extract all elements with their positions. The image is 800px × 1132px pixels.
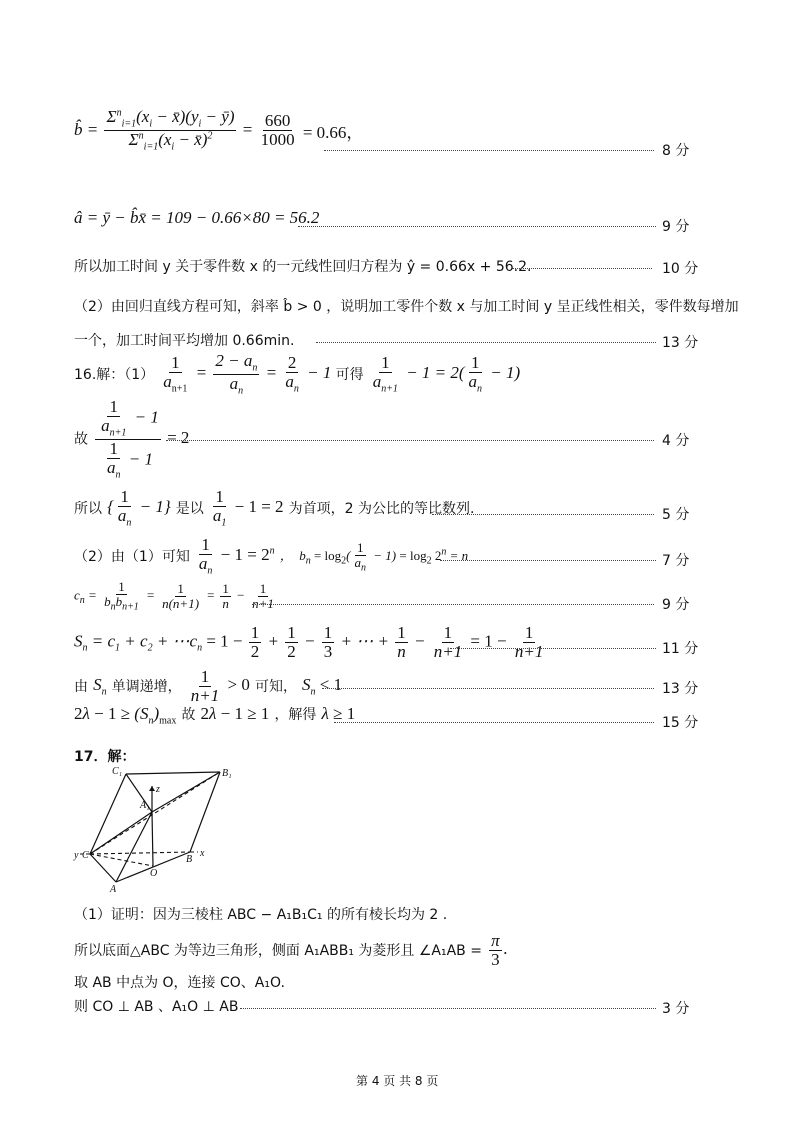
score-13b: 13 分 xyxy=(662,681,699,697)
score-11: 11 分 xyxy=(662,641,699,657)
label-c: C xyxy=(82,850,89,861)
label-a: A xyxy=(110,884,117,895)
label-y: y xyxy=(74,850,79,861)
q17-proof-line3: 取 AB 中点为 O，连接 CO、A₁O. xyxy=(74,975,285,991)
score-13a: 13 分 xyxy=(662,335,699,351)
label-c1: C₁ xyxy=(112,766,123,777)
label-o: O xyxy=(150,868,158,879)
z-arrow-icon xyxy=(149,786,155,791)
b-hat-value: = 0.66， xyxy=(302,122,364,142)
q17-proof-line4: 则 CO ⊥ AB 、A₁O ⊥ AB xyxy=(74,999,239,1015)
label-b: B xyxy=(186,854,193,865)
label-b1: B₁ xyxy=(222,768,232,779)
q16-part2-bn: （2）由（1）可知 $\frac{1}{a_n}$ − $1 = 2^n$ ， $b_n = \log_2$( $\frac{1}{a_n}$ − $1) = \log_2 2^n = n$ xyxy=(74,535,469,577)
edge-b1-b xyxy=(190,772,220,852)
regression-conclusion: 所以加工时间 y 关于零件数 x 的一元线性回归方程为 ŷ = 0.66x + 56.2. xyxy=(74,259,532,275)
edge-a1-o xyxy=(152,812,153,866)
q16-monotonic: 由 $S_n$ 单调递增， $\frac{1}{n+1}$ > 0 可知， $S_n < 1$ xyxy=(74,667,343,705)
edge-a1-a xyxy=(116,812,152,882)
q16-sn: $S_n = c_1 + c_2$ + $\cdots c_n = 1$ − $\frac{1}{2}$ + $\frac{1}{2}$ − $\frac{1}{3}$ + ⋯ + $\frac{1}{n}$ − $\frac{1}{n+1}$ = 1 − $\frac{1}{n+1}$ xyxy=(74,623,544,661)
prism-figure xyxy=(70,762,232,895)
edge-c-b1-hidden xyxy=(90,772,220,854)
edge-c-b-hidden xyxy=(90,852,190,854)
q2-analysis-line1: （2）由回归直线方程可知，斜率 b̂ > 0 ，说明加工零件个数 x 与加工时间 y 呈正线性相关，零件数每增加 xyxy=(74,299,739,315)
b-hat-formula: b̂ = $\frac{\Sigma^n_{i=1}(x_i - x̄)(y_i - ȳ)}{\Sigma^n_{i=1}(x_i - x̄)^2}$ = $\frac{660}{1000}$ = 0.66， xyxy=(74,107,364,153)
q17-proof-line1: （1）证明：因为三棱柱 ABC − A₁B₁C₁ 的所有棱长均为 2 . xyxy=(74,907,448,923)
score-9: 9 分 xyxy=(662,219,690,235)
q2-analysis-line2: 一个，加工时间平均增加 0.66min. xyxy=(74,333,295,349)
label-a1: A₁ xyxy=(140,800,150,811)
edge-c1-b1 xyxy=(126,772,220,774)
q17-header: 17．解： xyxy=(74,749,136,765)
q16-final: $2\lambda - 1 \ge (S_n)_{max}$ 故 2λ − 1 ≥ 1 ，解得 λ ≥ 1 xyxy=(74,704,356,727)
score-7: 7 分 xyxy=(662,553,690,569)
q16-cn: $c_n$ = $\frac{1}{b_nb_{n+1}}$ = $\frac{1}{n(n+1)}$ = $\frac{1}{n}$ − $\frac{1}{n+1}$ xyxy=(74,579,274,613)
a-hat-formula: â = ȳ − b̂x̄ = 109 − 0.66×80 = 56.2 xyxy=(74,208,320,227)
q16-ratio: 故 $\frac{1}{a_{n+1}}$ − 1 $\frac{1}{a_n}$ − 1 = 2 xyxy=(74,397,190,480)
score-3: 3 分 xyxy=(662,1001,690,1017)
q17-proof-line2: 所以底面△ABC 为等边三角形，侧面 A₁ABB₁ 为菱形且 ∠A₁AB = $\frac{\pi}{3}$ . xyxy=(74,931,508,969)
score-5: 5 分 xyxy=(662,507,690,523)
score-9b: 9 分 xyxy=(662,597,690,613)
score-10: 10 分 xyxy=(662,261,699,277)
label-x: x xyxy=(200,848,205,859)
score-15: 15 分 xyxy=(662,715,699,731)
q16-geometric: 所以 { $\frac{1}{a_n}$ − 1} 是以 $\frac{1}{a_1}$ − 1 = 2 为首项，2 为公比的等比数列. xyxy=(74,487,475,529)
score-4: 4 分 xyxy=(662,433,690,449)
page-footer: 第 4 页 共 8 页 xyxy=(356,1074,439,1088)
q16-step1: 16.解：（1） $\frac{1}{a_{n+1}}$ = $\frac{2 - a_n}{a_n}$ = $\frac{2}{a_n}$ − 1 可得 $\frac{1}{a_{n+1}}$ − 1 = 2( $\frac{1}{a_n}$ − 1) xyxy=(74,351,521,397)
score-8: 8 分 xyxy=(662,143,690,159)
label-z: z xyxy=(156,784,160,795)
